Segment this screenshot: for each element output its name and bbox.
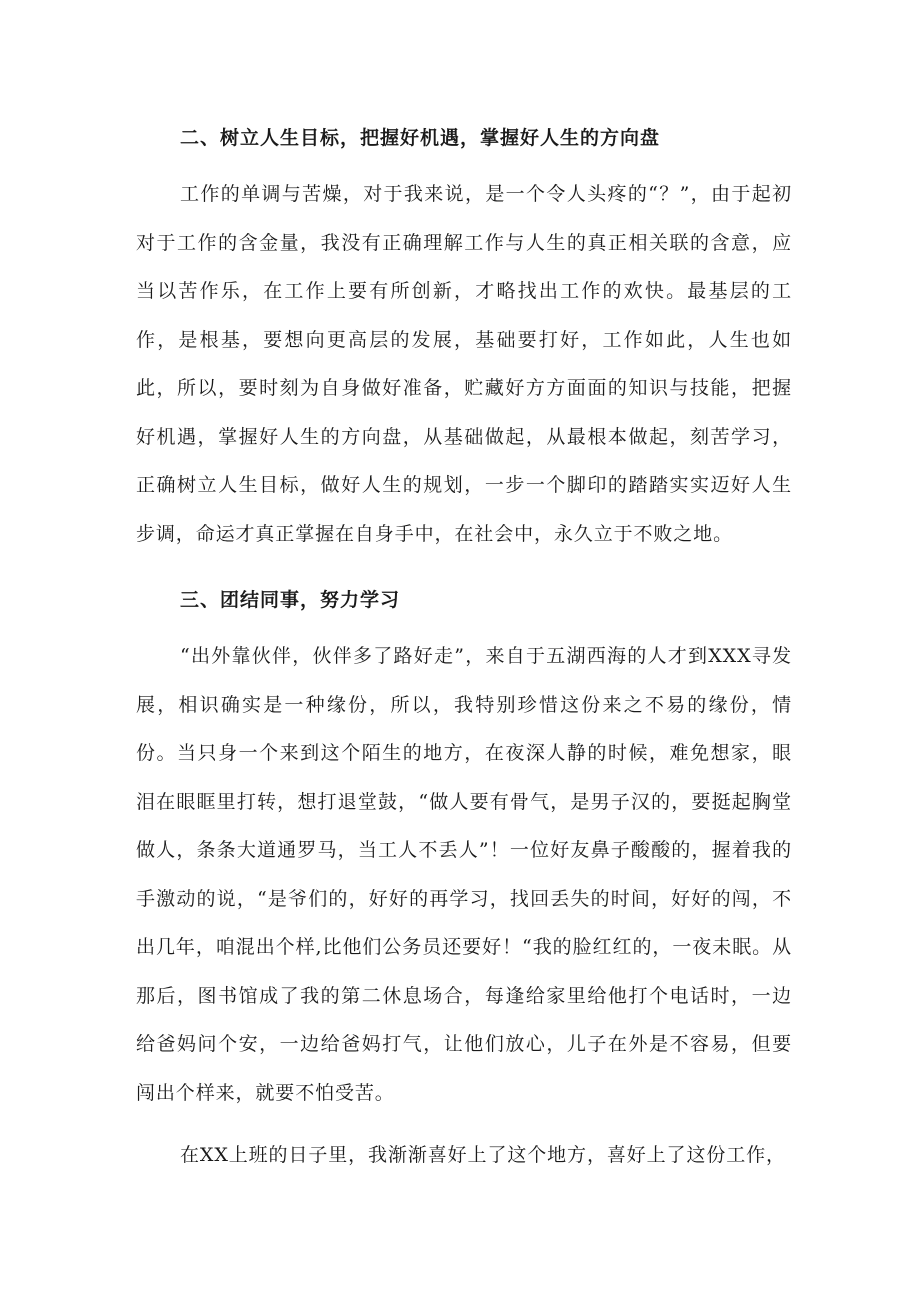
paragraph-friendship: “出外靠伙伴，伙伴多了路好走”，来自于五湖西海的人才到XXX寻发展，相识确实是一种缘份，所以，我特别珍惜这份来之不易的缘份，情份。当只身一个来到这个陌生的地方，在夜深人静的时候，难免想家，眼泪在眼眶里打转，想打退堂鼓，“做人要有骨气，是男子汉的，要挺起胸堂做人，条条大道通罗马，当工人不丢人”！一位好友鼻子酸酸的，握着我的手激动的说，“是爷们的，好好的再学习，找回丢失的时间，好好的闯，不出几年，咱混出个样,比他们公务员还要好！“我的脸红红的，一夜未眠。从那后，图书馆成了我的第二休息场合，每逢给家里给他打个电话时，一边给爸妈问个安，一边给爸妈打气，让他们放心，儿子在外是不容易，但要闯出个样来，就要不怕受苦。 (136, 645, 792, 1104)
paragraph-work-and-life: 工作的单调与苦燥，对于我来说，是一个令人头疼的“？”，由于起初对于工作的含金量，我没有正确理解工作与人生的真正相关联的含意，应当以苦作乐，在工作上要有所创新，才略找出工作的欢快。最基层的工作，是根基，要想向更高层的发展，基础要打好，工作如此，人生也如此，所以，要时刻为自身做好准备，贮藏好方方面面的知识与技能，把握好机遇，掌握好人生的方向盘，从基础做起，从最根本做起，刻苦学习，正确树立人生目标，做好人生的规划，一步一个脚印的踏踏实实迈好人生步调，命运才真正掌握在自身手中，在社会中，永久立于不败之地。 (136, 183, 792, 545)
paragraph-closing: 在XX上班的日子里，我渐渐喜好上了这个地方，喜好上了这份工作， (180, 1144, 786, 1166)
section-heading-unity: 三、团结同事，努力学习 (180, 589, 401, 611)
section-heading-goals: 二、树立人生目标，把握好机遇，掌握好人生的方向盘 (180, 127, 661, 149)
